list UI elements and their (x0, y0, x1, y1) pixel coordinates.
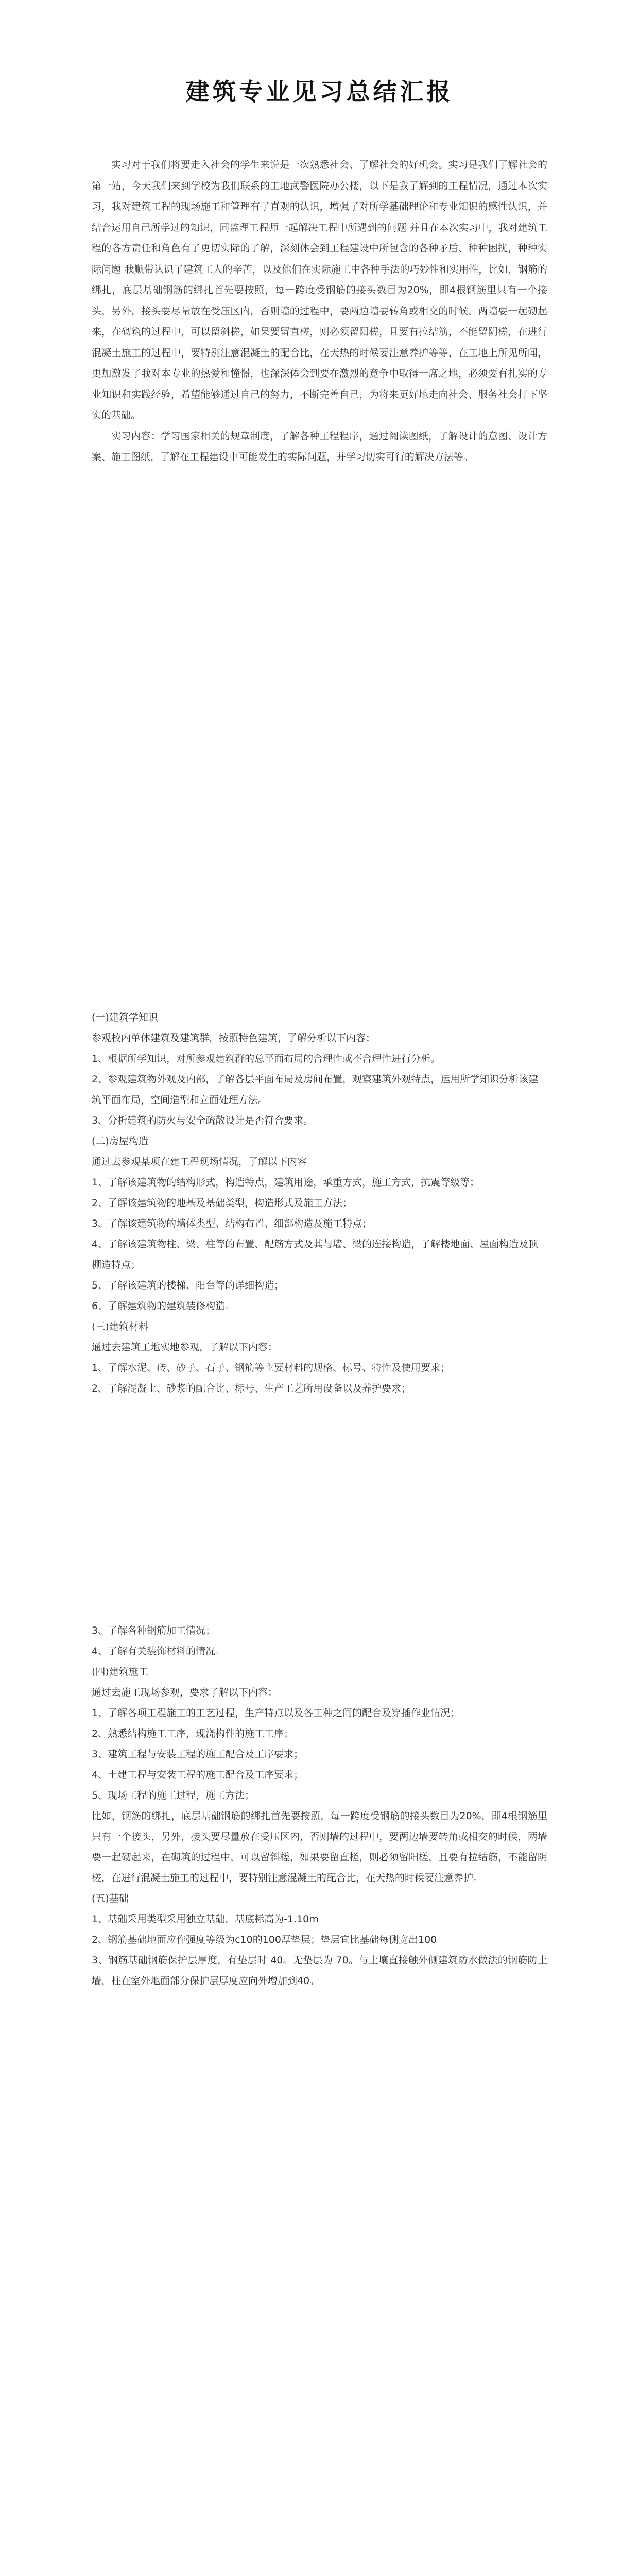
body-sections (92, 1007, 547, 1991)
intro-paragraph: 实习对于我们将要走入社会的学生来说是一次熟悉社会、了解社会的好机会。实习是我们了解社会的第一站，今天我们来到学校为我们联系的工地武警医院办公楼，以下是我了解到的工程情况，通过本次实习，我对建筑工程的现场施工和管理有了直观的认识，增强了对所学基础理论和专业知识的感性认识，并结合运用自己所学过的知识，同监理工程师一起解决工程中所遇到的问题 并且在本次实习中，我对建筑工程的各方责任和角色有了更切实际的了解，深刻体会到工程建设中所包含的各种矛盾、种种困扰，种种实际问题 我顺带认识了建筑工人的辛苦，以及他们在实际施工中各种手法的巧妙性和实用性，比如，钢筋的绑扎，底层基础钢筋的绑扎首先要按照，每一跨度受钢筋的接头数目为20%，即4根钢筋里只有一个接头，另外，接头要尽量放在受压区内，否则墙的过程中，要两边墙要转角或相交的时候，两墙要一起砌起来，在砌筑的过程中，可以留斜槎，如果要留直槎，则必须留阳槎，且要有拉结筋，不能留阴槎，在进行混凝土施工的过程中，要特别注意混凝土的配合比，在天热的时候要注意养护等等，在工地上所见所闻，更加激发了我对本专业的热爱和憧憬，也深深体会到要在激烈的竞争中取得一席之地，必须要有扎实的专业知识和实践经验，希望能够通过自己的努力，不断完善自己，为将来更好地走向社会、服务社会打下坚实的基础。 (92, 159, 547, 421)
list-item: 3、了解该建筑物的墙体类型、结构布置、细部构造及施工特点； (92, 1218, 372, 1229)
list-item: 2、参观建筑物外观及内部，了解各层平面布局及房间布置，观察建筑外观特点，运用所学知识分析该建筑平面布局，空间造型和立面处理方法。 (92, 1074, 539, 1106)
list-item: 通过去施工现场参观，要求了解以下内容： (92, 1687, 278, 1698)
list-item: 参观校内单体建筑及建筑群，按照特色建筑，了解分析以下内容： (92, 1032, 376, 1044)
page-title: 建筑专业见习总结汇报 (185, 78, 454, 106)
section-heading: (四)建筑施工 (92, 1666, 148, 1677)
list-item: 1、根据所学知识，对所参观建筑群的总平面布局的合理性或不合理性进行分析。 (92, 1053, 441, 1064)
intro-paragraph: 实习内容：学习国家相关的规章制度，了解各种工程程序，通过阅读图纸，了解设计的意图、设计方案、施工图纸，了解在工程建设中可能发生的实际问题，并学习切实可行的解决方法等。 (92, 430, 547, 463)
section-heading: (二)房屋构造 (92, 1136, 148, 1147)
list-item: 1、基础采用类型采用独立基础，基底标高为-1.10m (92, 1913, 319, 1925)
list-item: 3、了解各种钢筋加工情况； (92, 1625, 216, 1636)
list-item: 6、了解建筑物的建筑装修构造。 (92, 1300, 235, 1312)
section-heading: (五)基础 (92, 1893, 129, 1904)
intro-section (92, 155, 547, 468)
list-item: 2、了解该建筑物的地基及基础类型，构造形式及施工方法； (92, 1197, 353, 1209)
list-item: 1、了解水泥、砖、砂子、石子、钢筋等主要材料的规格、标号、特性及使用要求； (92, 1362, 451, 1374)
list-item: 3、建筑工程与安装工程的施工配合及工序要求； (92, 1749, 304, 1760)
list-item: 4、了解该建筑物柱、梁、柱等的布置、配筋方式及其与墙、梁的连接构造，了解楼地面、屋面构造及顶棚造特点； (92, 1239, 539, 1270)
section-heading: (一)建筑学知识 (92, 1012, 158, 1023)
section-heading: (三)建筑材料 (92, 1321, 148, 1332)
list-item: 4、土建工程与安装工程的施工配合及工序要求； (92, 1769, 304, 1781)
blank-gap (92, 1399, 547, 1620)
list-item: 1、了解各项工程施工的工艺过程，生产特点以及各工种之间的配合及穿插作业情况； (92, 1707, 460, 1719)
list-item: 通过去参观某项在建工程现场情况，了解以下内容 (92, 1156, 307, 1167)
list-item: 5、现场工程的施工过程，施工方法； (92, 1790, 255, 1801)
body-paragraph: 比如，钢筋的绑扎，底层基础钢筋的绑扎首先要按照，每一跨度受钢筋的接头数目为20%，即4根钢筋里只有一个接头，另外，接头要尽量放在受压区内，否则墙的过程中，要两边墙要转角或相交的时候，两墙要一起砌起来，在砌筑的过程中，可以留斜槎，如果要留直槎，则必须留阳槎，且要有拉结筋，不能留阴槎，在进行混凝土施工的过程中，要特别注意混凝土的配合比，在天热的时候要注意养护。 (92, 1810, 547, 1884)
list-item: 3、分析建筑的防火与安全疏散设计是否符合要求。 (92, 1115, 314, 1126)
list-item: 2、熟悉结构施工工序，现浇构件的施工工序； (92, 1728, 294, 1739)
list-item: 1、了解该建筑物的结构形式，构造特点，建筑用途，承重方式，施工方式，抗震等级等； (92, 1177, 480, 1188)
list-item: 通过去建筑工地实地参观，了解以下内容： (92, 1342, 278, 1353)
list-item: 2、钢筋基础地面应作强度等级为c10的100厚垫层；垫层宜比基础每侧宽出100 (92, 1934, 437, 1945)
body-paragraph: 3、钢筋基础钢筋保护层厚度，有垫层时 40。无垫层为 70。与土壤直接触外侧建筑防水做法的钢筋防土墙，柱在室外地面部分保护层厚度应向外增加到40。 (92, 1955, 547, 1987)
list-item: 4、了解有关装饰材料的情况。 (92, 1646, 226, 1657)
list-item: 5、了解该建筑的楼梯、阳台等的详细构造； (92, 1280, 284, 1291)
list-item: 2、了解混凝土、砂浆的配合比、标号、生产工艺所用设备以及养护要求； (92, 1383, 411, 1394)
